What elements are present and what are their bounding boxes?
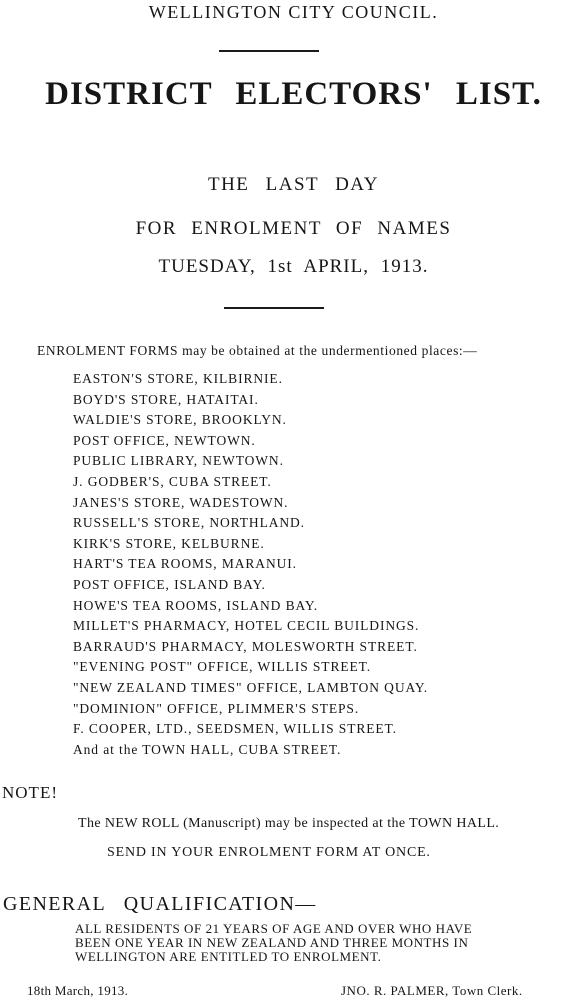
notice-date: 18th March, 1913.	[27, 983, 129, 998]
enrolment-forms-intro: ENROLMENT FORMS may be obtained at the undermentioned places:—	[37, 343, 478, 358]
signatory: JNO. R. PALMER, Town Clerk.	[341, 983, 523, 998]
qualification-line: ALL RESIDENTS OF 21 YEARS OF AGE AND OVER WHO HAVE	[75, 921, 473, 936]
place-item: "NEW ZEALAND TIMES" OFFICE, LAMBTON QUAY.	[73, 679, 429, 695]
place-item: JANES'S STORE, WADESTOWN.	[73, 494, 289, 510]
enrolment-places-list	[73, 369, 428, 760]
place-item: HART'S TEA ROOMS, MARANUI.	[73, 556, 297, 572]
place-item: EASTON'S STORE, KILBIRNIE.	[73, 371, 283, 386]
place-item: WALDIE'S STORE, BROOKLYN.	[73, 412, 287, 428]
qualification-heading: GENERAL QUALIFICATION—	[3, 893, 317, 915]
place-item: RUSSELL'S STORE, NORTHLAND.	[73, 515, 305, 531]
page-title: DISTRICT ELECTORS' LIST.	[45, 76, 542, 112]
enrolment-line: FOR ENROLMENT OF NAMES	[135, 218, 452, 239]
council-name: WELLINGTON CITY COUNCIL.	[148, 2, 439, 22]
header-rule-top	[219, 50, 319, 52]
last-day-line: THE LAST DAY	[207, 174, 379, 195]
qualification-line: WELLINGTON ARE ENTITLED TO ENROLMENT.	[75, 949, 382, 964]
place-item: HOWE'S TEA ROOMS, ISLAND BAY.	[73, 597, 319, 613]
place-item: And at the TOWN HALL, CUBA STREET.	[73, 741, 342, 757]
send-form-notice: SEND IN YOUR ENROLMENT FORM AT ONCE.	[107, 845, 431, 860]
place-item: BOYD'S STORE, HATAITAI.	[73, 391, 259, 407]
qualification-text	[75, 922, 587, 964]
place-item: MILLET'S PHARMACY, HOTEL CECIL BUILDINGS.	[73, 618, 420, 634]
note-heading: NOTE!	[2, 783, 58, 802]
place-item: POST OFFICE, NEWTOWN.	[73, 432, 256, 448]
place-item: "EVENING POST" OFFICE, WILLIS STREET.	[73, 659, 372, 675]
deadline-date: TUESDAY, 1st APRIL, 1913.	[158, 256, 429, 277]
place-item: POST OFFICE, ISLAND BAY.	[73, 576, 266, 592]
place-item: "DOMINION" OFFICE, PLIMMER'S STEPS.	[73, 700, 360, 716]
place-item: KIRK'S STORE, KELBURNE.	[73, 535, 265, 551]
place-item: PUBLIC LIBRARY, NEWTOWN.	[73, 453, 284, 469]
place-item: BARRAUD'S PHARMACY, MOLESWORTH STREET.	[73, 638, 418, 654]
announcement-rule	[224, 307, 324, 309]
place-item: F. COOPER, LTD., SEEDSMEN, WILLIS STREET.	[73, 721, 397, 737]
new-roll-notice: The NEW ROLL (Manuscript) may be inspected at the TOWN HALL.	[78, 816, 500, 831]
qualification-line: BEEN ONE YEAR IN NEW ZEALAND AND THREE MONTHS IN	[75, 935, 469, 950]
place-item: J. GODBER'S, CUBA STREET.	[73, 473, 272, 489]
